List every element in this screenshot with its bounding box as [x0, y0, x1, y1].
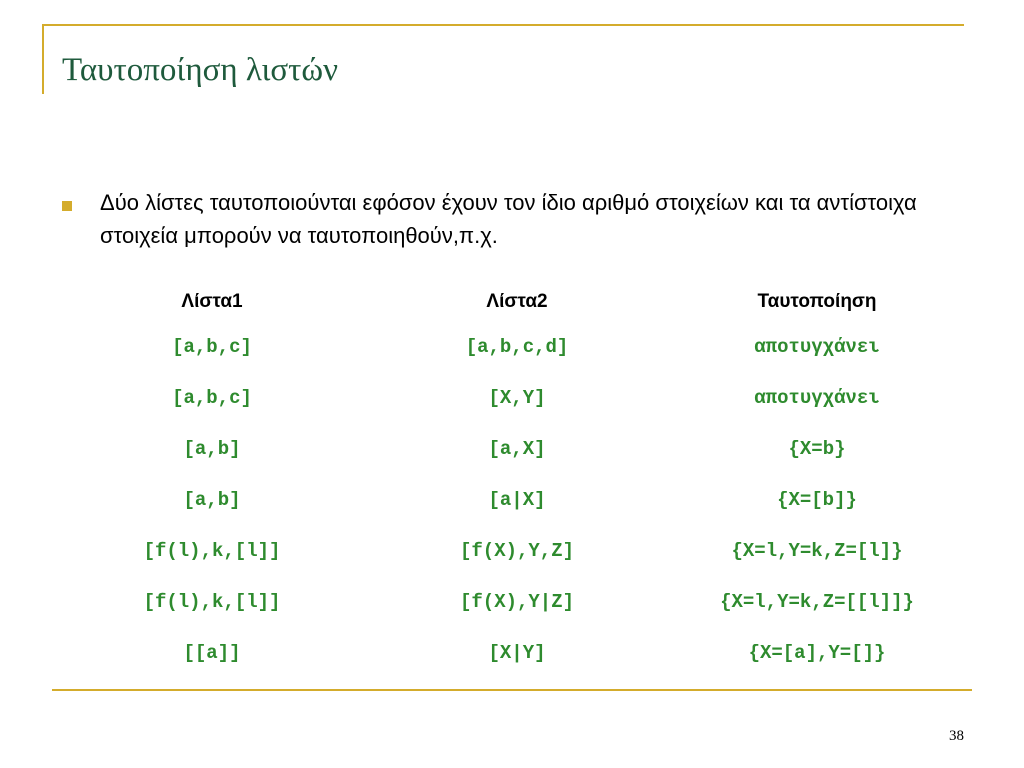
- table-row: [62, 474, 962, 525]
- cell-list1: [a,b,c]: [172, 335, 252, 358]
- cell-unification: αποτυγχάνει: [754, 386, 880, 409]
- table-header-row: [62, 283, 962, 321]
- cell-list2: [f(X),Y,Z]: [459, 539, 575, 562]
- header-list2: Λίστα2: [486, 291, 548, 312]
- cell-unification: {X=[b]}: [777, 488, 857, 511]
- unification-table: [62, 283, 962, 678]
- header-list1: Λίστα1: [181, 291, 243, 312]
- cell-unification: {X=l,Y=k,Z=[[l]]}: [720, 590, 914, 613]
- square-bullet-icon: [62, 201, 72, 211]
- bullet-text: Δύο λίστες ταυτοποιούνται εφόσον έχουν τον ίδιο αριθμό στοιχείων και τα αντίστοιχα στοιχεία μπορούν να ταυτοποιηθούν,π.χ.: [100, 190, 917, 248]
- table-row: [62, 321, 962, 372]
- cell-list2: [X|Y]: [488, 641, 546, 664]
- header-unification: Ταυτοποίηση: [757, 291, 877, 312]
- slide-title: Ταυτοποίηση λιστών: [62, 52, 339, 88]
- cell-unification: {X=b}: [788, 437, 846, 460]
- cell-list2: [a,b,c,d]: [465, 335, 569, 358]
- bottom-border-line: [52, 689, 972, 691]
- table-row: [62, 627, 962, 678]
- left-border-line: [42, 24, 44, 94]
- cell-list2: [a,X]: [488, 437, 546, 460]
- cell-list1: [f(l),k,[l]]: [143, 539, 281, 562]
- cell-unification: {X=[a],Y=[]}: [748, 641, 886, 664]
- table-row: [62, 423, 962, 474]
- cell-list1: [f(l),k,[l]]: [143, 590, 281, 613]
- table-row: [62, 372, 962, 423]
- table-row: [62, 525, 962, 576]
- page-number: 38: [949, 728, 964, 744]
- cell-list1: [a,b]: [183, 488, 241, 511]
- cell-list2: [a|X]: [488, 488, 546, 511]
- cell-list1: [a,b]: [183, 437, 241, 460]
- top-border-line: [42, 24, 964, 26]
- cell-list1: [a,b,c]: [172, 386, 252, 409]
- cell-list2: [X,Y]: [488, 386, 546, 409]
- table-row: [62, 576, 962, 627]
- cell-list2: [f(X),Y|Z]: [459, 590, 575, 613]
- cell-unification: {X=l,Y=k,Z=[l]}: [731, 539, 903, 562]
- cell-unification: αποτυγχάνει: [754, 335, 880, 358]
- cell-list1: [[a]]: [183, 641, 241, 664]
